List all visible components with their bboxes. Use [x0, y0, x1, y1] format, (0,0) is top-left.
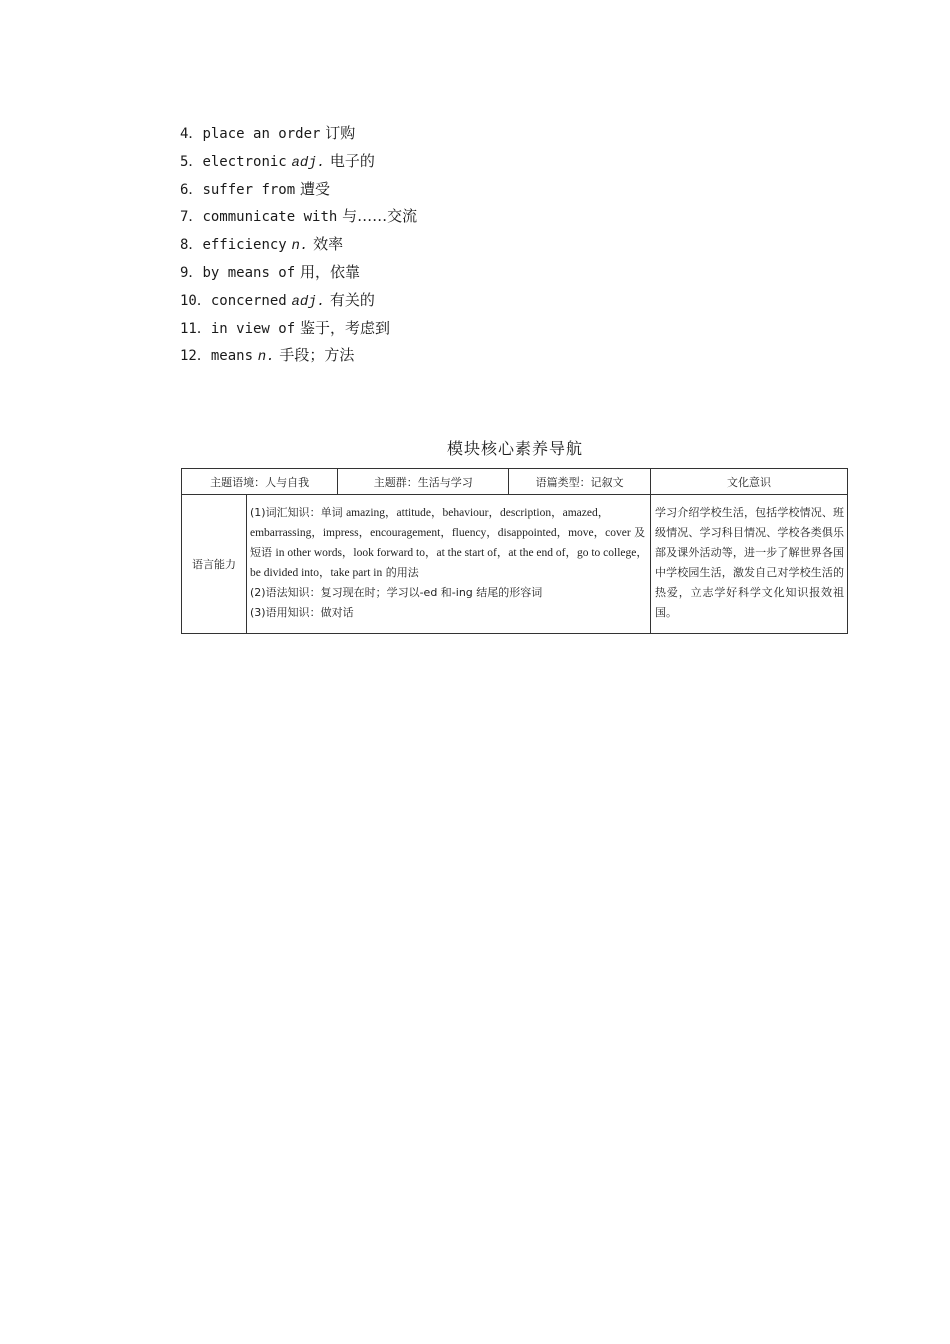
vocab-pos: n. — [291, 238, 309, 255]
vocab-item — [180, 287, 780, 315]
vocab-meaning: 有关的 — [329, 290, 375, 309]
core-literacy-table — [181, 468, 848, 634]
vocab-term: electronic — [202, 153, 287, 170]
section-title: 模块核心素养导航 — [446, 439, 583, 458]
vocab-number: 5． — [180, 153, 203, 170]
vocab-number: 6． — [180, 181, 203, 198]
vocab-meaning: 订购 — [325, 124, 356, 142]
vocab-number: 10． — [180, 292, 211, 309]
vocab-meaning: 手段；方法 — [279, 346, 355, 365]
vocab-item — [180, 231, 780, 259]
vocab-term: concerned — [210, 292, 287, 309]
vocab-pos: adj. — [291, 293, 326, 310]
vocab-item — [180, 315, 780, 343]
vocab-number: 7． — [180, 209, 203, 226]
vocab-pos: n. — [257, 349, 275, 366]
header-context: 主题语境：人与自我 — [182, 469, 338, 495]
vocab-item — [180, 120, 780, 148]
vocab-meaning: 与……交流 — [342, 207, 418, 226]
vocab-term: efficiency — [202, 237, 287, 254]
language-ability-content — [247, 495, 651, 634]
vocab-meaning: 用，依靠 — [299, 262, 360, 281]
vocab-item — [180, 203, 780, 231]
vocab-term: communicate with — [202, 209, 338, 226]
vocab-meaning: 电子的 — [329, 151, 375, 170]
content-line-1: (1)词汇知识：单词 amazing，attitude，behaviour，description，amazed，embarrassing，impress，encouragement，fluency，disappointed，move，cover 及短语 in other words，look forward to，at the start of，at the end of，go to college，be divided into，take part in 的用法 — [250, 506, 648, 579]
vocab-number: 4． — [180, 126, 203, 142]
content-line-2: (2)语法知识：复习现在时；学习以-ed 和-ing 结尾的形容词 — [250, 586, 543, 599]
vocab-item — [180, 342, 780, 370]
vocab-meaning: 遭受 — [299, 179, 330, 198]
vocabulary-list — [180, 120, 780, 370]
table-row — [182, 495, 848, 634]
vocab-item — [180, 259, 780, 287]
vocab-term: by means of — [202, 264, 296, 281]
vocab-meaning: 鉴于，考虑到 — [299, 318, 390, 337]
culture-awareness-content: 学习介绍学校生活，包括学校情况、班级情况、学习科目情况、学校各类俱乐部及课外活动等，进一步了解世界各国中学校园生活，激发自己对学校生活的热爱，立志学好科学文化知识报效祖国。 — [651, 495, 848, 634]
vocab-number: 9． — [180, 264, 203, 281]
vocab-number: 12． — [180, 348, 211, 365]
vocab-pos: adj. — [291, 154, 326, 171]
vocab-number: 8． — [180, 237, 203, 254]
table-header-row — [182, 469, 848, 495]
vocab-meaning: 效率 — [313, 235, 344, 254]
vocab-item — [180, 176, 780, 204]
header-text-type: 语篇类型：记叙文 — [509, 469, 651, 495]
header-culture: 文化意识 — [651, 469, 848, 495]
vocab-term: means — [210, 348, 254, 365]
vocab-number: 11． — [180, 320, 211, 337]
vocab-term: place an order — [202, 126, 321, 142]
header-group: 主题群：生活与学习 — [338, 469, 509, 495]
row-label: 语言能力 — [182, 495, 247, 634]
content-line-3: (3)语用知识：做对话 — [250, 606, 354, 619]
vocab-item — [180, 148, 780, 176]
vocab-term: suffer from — [202, 181, 296, 198]
vocab-term: in view of — [210, 320, 296, 337]
